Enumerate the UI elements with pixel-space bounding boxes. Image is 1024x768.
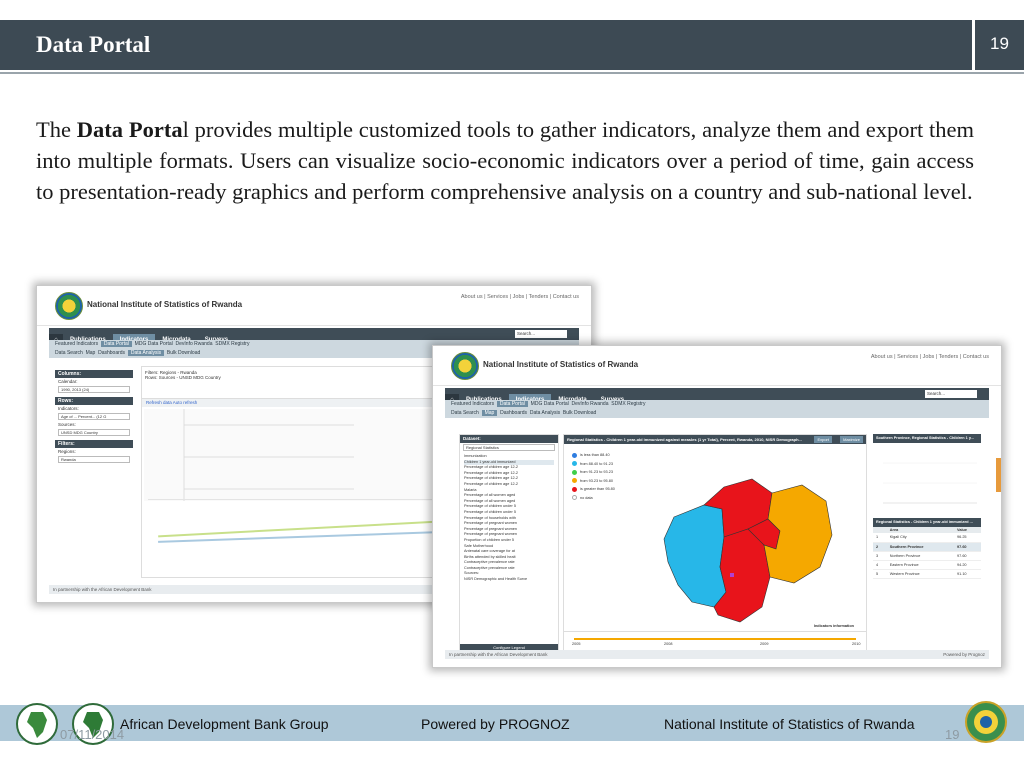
tree-item[interactable]: Percentage of children under 5	[464, 509, 516, 514]
year-timeline[interactable]	[564, 624, 866, 651]
org-name-2: National Institute of Statistics of Rwanda	[483, 360, 639, 369]
body-bold-term: Data Porta	[76, 117, 183, 142]
subnav-devinfo[interactable]: DevInfo Rwanda	[175, 341, 213, 347]
afdb-logo-icon	[11, 702, 63, 746]
slide-number: 19	[990, 34, 1009, 53]
table-col-area: Area	[887, 527, 954, 533]
legend-item	[572, 477, 615, 486]
tree-item-selected[interactable]: Children 1 year-old immunized	[464, 460, 554, 466]
subnav-sdmx[interactable]: SDMX Registry	[215, 341, 250, 347]
footer-prognoz: Powered by PROGNOZ	[421, 716, 570, 732]
tree-item[interactable]: Immunization	[464, 454, 487, 458]
legend-label: from 93.23 to 95.80	[580, 478, 613, 483]
export-button[interactable]: Export	[814, 436, 832, 443]
legend-swatch	[572, 495, 577, 500]
subnav-data-portal-2[interactable]: Data Portal	[497, 401, 528, 407]
maximize-button[interactable]: Maximize	[840, 436, 863, 443]
main-nav	[49, 328, 579, 340]
map-city-marker	[730, 573, 734, 577]
tree-item[interactable]: Percentage of all women aged	[464, 493, 516, 498]
nisr-seal-core	[980, 716, 992, 728]
portal-footer-left: In partnership with the African Development Bank	[449, 652, 548, 657]
dataset-header: Dataset:	[460, 435, 558, 443]
legend-label: is greater than 95.80	[580, 487, 615, 492]
sources-label-2: Sources:	[464, 571, 479, 576]
tree-item[interactable]: Percentage of children under 5	[464, 504, 516, 509]
map-legend	[572, 451, 615, 503]
region-chart-header: Southern Province, Regional Statistics - Children 1 y...	[873, 434, 981, 443]
portal-header	[37, 286, 591, 326]
data-table-grid	[144, 409, 450, 501]
refresh-toolbar[interactable]: Refresh data Auto refresh	[142, 399, 450, 407]
legend-item	[572, 460, 615, 469]
row-value: 94.20	[954, 560, 981, 569]
tree-item[interactable]: Percentage of children age 12-2	[464, 481, 519, 486]
row-index: 2	[873, 542, 887, 551]
row-index: 4	[873, 560, 887, 569]
legend-swatch	[572, 478, 577, 483]
filters-header: Filters:	[55, 440, 133, 448]
region-table-header: Regional Statistics - Children 1 year-old immunized ...	[873, 518, 981, 527]
subnav-mdg[interactable]: MDG Data Portal	[134, 341, 173, 347]
subnav-sdmx-2[interactable]: SDMX Registry	[611, 401, 646, 407]
rows-header: Rows:	[55, 397, 133, 405]
tree-item[interactable]: Percentage of all women aged	[464, 498, 516, 503]
map-region-western	[664, 505, 726, 607]
legend-label: no data	[580, 495, 593, 500]
tree-item[interactable]: Percentage of pregnant women	[464, 526, 517, 531]
table-row-selected[interactable]	[873, 542, 981, 551]
title-divider	[0, 72, 1024, 74]
sources-value-2[interactable]: NISR Demographic and Health Surve	[464, 577, 528, 582]
subnav-map-2[interactable]: Map	[482, 410, 498, 416]
subnav-data-search[interactable]: Data Search	[55, 350, 83, 356]
configure-legend-button[interactable]: Configure Legend	[460, 644, 558, 651]
body-paragraph	[36, 114, 974, 207]
subnav-bulk-download-2[interactable]: Bulk Download	[562, 410, 597, 416]
legend-label: from 88.40 to 91.23	[580, 461, 613, 466]
portal-footer-right: Powered by Prognoz	[943, 652, 985, 657]
rows-text: Rows: Sources - UNSD MDG Country	[145, 375, 221, 380]
dataset-select[interactable]: Regional Statistics	[463, 444, 555, 451]
subnav-mdg-2[interactable]: MDG Data Portal	[530, 401, 569, 407]
body-intro: The	[36, 117, 77, 142]
legend-item	[572, 451, 615, 460]
tree-item[interactable]: Percentage of children age 12-2	[464, 470, 519, 475]
tree-item[interactable]: Malaria	[464, 487, 477, 492]
table-row[interactable]	[873, 533, 981, 542]
indicators-label: Indicators:	[58, 406, 79, 411]
series-line-1	[158, 521, 438, 538]
regions-label: Regions:	[58, 449, 76, 454]
tree-item[interactable]: Contraceptive prevalence rate	[464, 565, 515, 570]
legend-swatch	[572, 461, 577, 466]
slide-title: Data Portal	[36, 32, 151, 57]
dataset-panel	[459, 434, 559, 652]
org-name: National Institute of Statistics of Rwanda	[87, 300, 243, 309]
dimension-panel	[55, 366, 133, 546]
subnav-map[interactable]: Map	[85, 350, 96, 356]
tree-item[interactable]: Antenatal care coverage for at	[464, 549, 515, 554]
filters-text: Filters: Regions - Rwanda	[145, 370, 197, 375]
columns-header: Columns:	[55, 370, 133, 378]
legend-label: is less than 88.40	[580, 453, 610, 457]
trend-chart	[148, 499, 444, 567]
subnav-data-search-2[interactable]: Data Search	[451, 410, 479, 416]
details-panel	[873, 434, 981, 652]
row-area: Southern Province	[887, 542, 954, 551]
tree-item[interactable]: Contraceptive prevalence rate	[464, 560, 515, 565]
legend-swatch	[572, 453, 577, 458]
row-area: Northern Province	[887, 551, 954, 560]
tree-item[interactable]: Percentage of pregnant women	[464, 521, 517, 526]
sub-nav-2	[445, 400, 989, 418]
map-title: Regional Statistics - Children 1 year-old immunized against measles (1 yr Total), Percent, Rwanda, 2010, NISR Demograph...	[564, 435, 866, 444]
map-panel	[563, 434, 867, 652]
rwanda-choropleth-map	[644, 457, 844, 627]
legend-item	[572, 494, 615, 503]
top-links-2[interactable]: About us | Services | Jobs | Tenders | Contact us	[870, 354, 989, 360]
year-label: 2010	[852, 642, 861, 646]
portal-header-2	[433, 346, 1001, 386]
row-index: 1	[873, 533, 887, 542]
portal-footer-2	[445, 650, 989, 659]
subnav-featured-2[interactable]: Featured Indicators	[451, 401, 495, 407]
sources-label: Sources:	[58, 422, 76, 427]
footer-adb: African Development Bank Group	[120, 716, 329, 732]
sub-nav-2-row-2	[445, 409, 989, 418]
row-value: 91.10	[954, 569, 981, 578]
legend-swatch	[572, 487, 577, 492]
legend-swatch	[572, 470, 577, 475]
analysis-workspace	[141, 366, 451, 578]
subnav-featured[interactable]: Featured Indicators	[55, 341, 99, 347]
calendar-label: Calendar:	[58, 379, 78, 384]
search-input[interactable]: Search...	[515, 330, 567, 338]
indicator-tree	[460, 452, 558, 585]
screenshot-map	[432, 345, 1002, 668]
indicators-select[interactable]: Age of ... Percent... (12 G	[58, 413, 130, 420]
workspace-filters	[142, 367, 450, 399]
top-links[interactable]: About us | Services | Jobs | Tenders | Contact us	[460, 294, 579, 300]
calendar-select[interactable]: 1990, 2013 (24)	[58, 386, 130, 393]
search-input-2[interactable]: Search...	[925, 390, 977, 398]
main-nav-2	[445, 388, 989, 400]
year-label: 2005	[572, 642, 581, 646]
sources-select[interactable]: UNSD MDG Country	[58, 429, 130, 436]
footer-page-number: 19	[945, 727, 960, 742]
subnav-devinfo-2[interactable]: DevInfo Rwanda	[571, 401, 609, 407]
tree-item[interactable]: Safe Motherhood	[464, 543, 494, 548]
timeline-bar[interactable]	[574, 638, 856, 640]
subnav-dashboards[interactable]: Dashboards	[98, 350, 126, 356]
nisr-seal-icon	[55, 292, 83, 320]
year-label: 2009	[760, 642, 769, 646]
regions-select[interactable]: Rwanda	[58, 456, 130, 463]
nisr-seal-icon-2	[451, 352, 479, 380]
row-area: Eastern Province	[887, 560, 954, 569]
row-area: Kigali City	[887, 533, 954, 542]
table-background	[144, 409, 450, 501]
subnav-dashboards-2[interactable]: Dashboards	[500, 410, 528, 416]
row-index: 3	[873, 551, 887, 560]
scroll-tab[interactable]	[996, 458, 1001, 492]
subnav-data-analysis-2[interactable]: Data Analysis	[529, 410, 561, 416]
year-label: 2008	[664, 642, 673, 646]
legend-item	[572, 485, 615, 494]
footer-nisr: National Institute of Statistics of Rwanda	[664, 716, 915, 732]
subnav-data-portal[interactable]: Data Portal	[101, 341, 132, 347]
body-rest: l provides multiple customized tools to gather indicators, analyze them and export them into multiple formats. Users can visualize socio-economic indicators over a period of time, gain access to presentation-ready graphics and perform comprehensive analysis on a country and sub-national level.	[36, 117, 974, 204]
legend-label: from 91.23 to 93.23	[580, 470, 613, 475]
tree-item[interactable]: Proportion of children under 5	[464, 537, 515, 542]
subnav-data-analysis[interactable]: Data Analysis	[128, 350, 164, 356]
region-bar-chart	[873, 443, 981, 513]
tree-item[interactable]: Percentage of pregnant women	[464, 532, 517, 537]
table-row[interactable]	[873, 551, 981, 560]
table-row[interactable]	[873, 569, 981, 578]
legend-item	[572, 468, 615, 477]
tree-item[interactable]: Percentage of children age 12-2	[464, 476, 519, 481]
row-value: 97.60	[954, 542, 981, 551]
row-index: 5	[873, 569, 887, 578]
table-row[interactable]	[873, 560, 981, 569]
portal-footer: In partnership with the African Development Bank	[49, 585, 579, 594]
tree-item[interactable]: Births attended by skilled healt	[464, 554, 516, 559]
row-value: 96.25	[954, 533, 981, 542]
footer-date: 07/11/2014	[60, 727, 125, 742]
indicators-info-label[interactable]: Indicators information	[813, 624, 854, 628]
sub-nav-2-row-1	[445, 400, 989, 409]
table-col-value: Value	[954, 527, 981, 533]
region-table	[873, 527, 981, 579]
row-area: Western Province	[887, 569, 954, 578]
tree-item[interactable]: Percentage of children age 12-2	[464, 465, 519, 470]
nisr-seal-logo-icon	[964, 699, 1008, 745]
row-value: 97.60	[954, 551, 981, 560]
tree-item[interactable]: Percentage of households with	[464, 515, 516, 520]
subnav-bulk-download[interactable]: Bulk Download	[166, 350, 201, 356]
